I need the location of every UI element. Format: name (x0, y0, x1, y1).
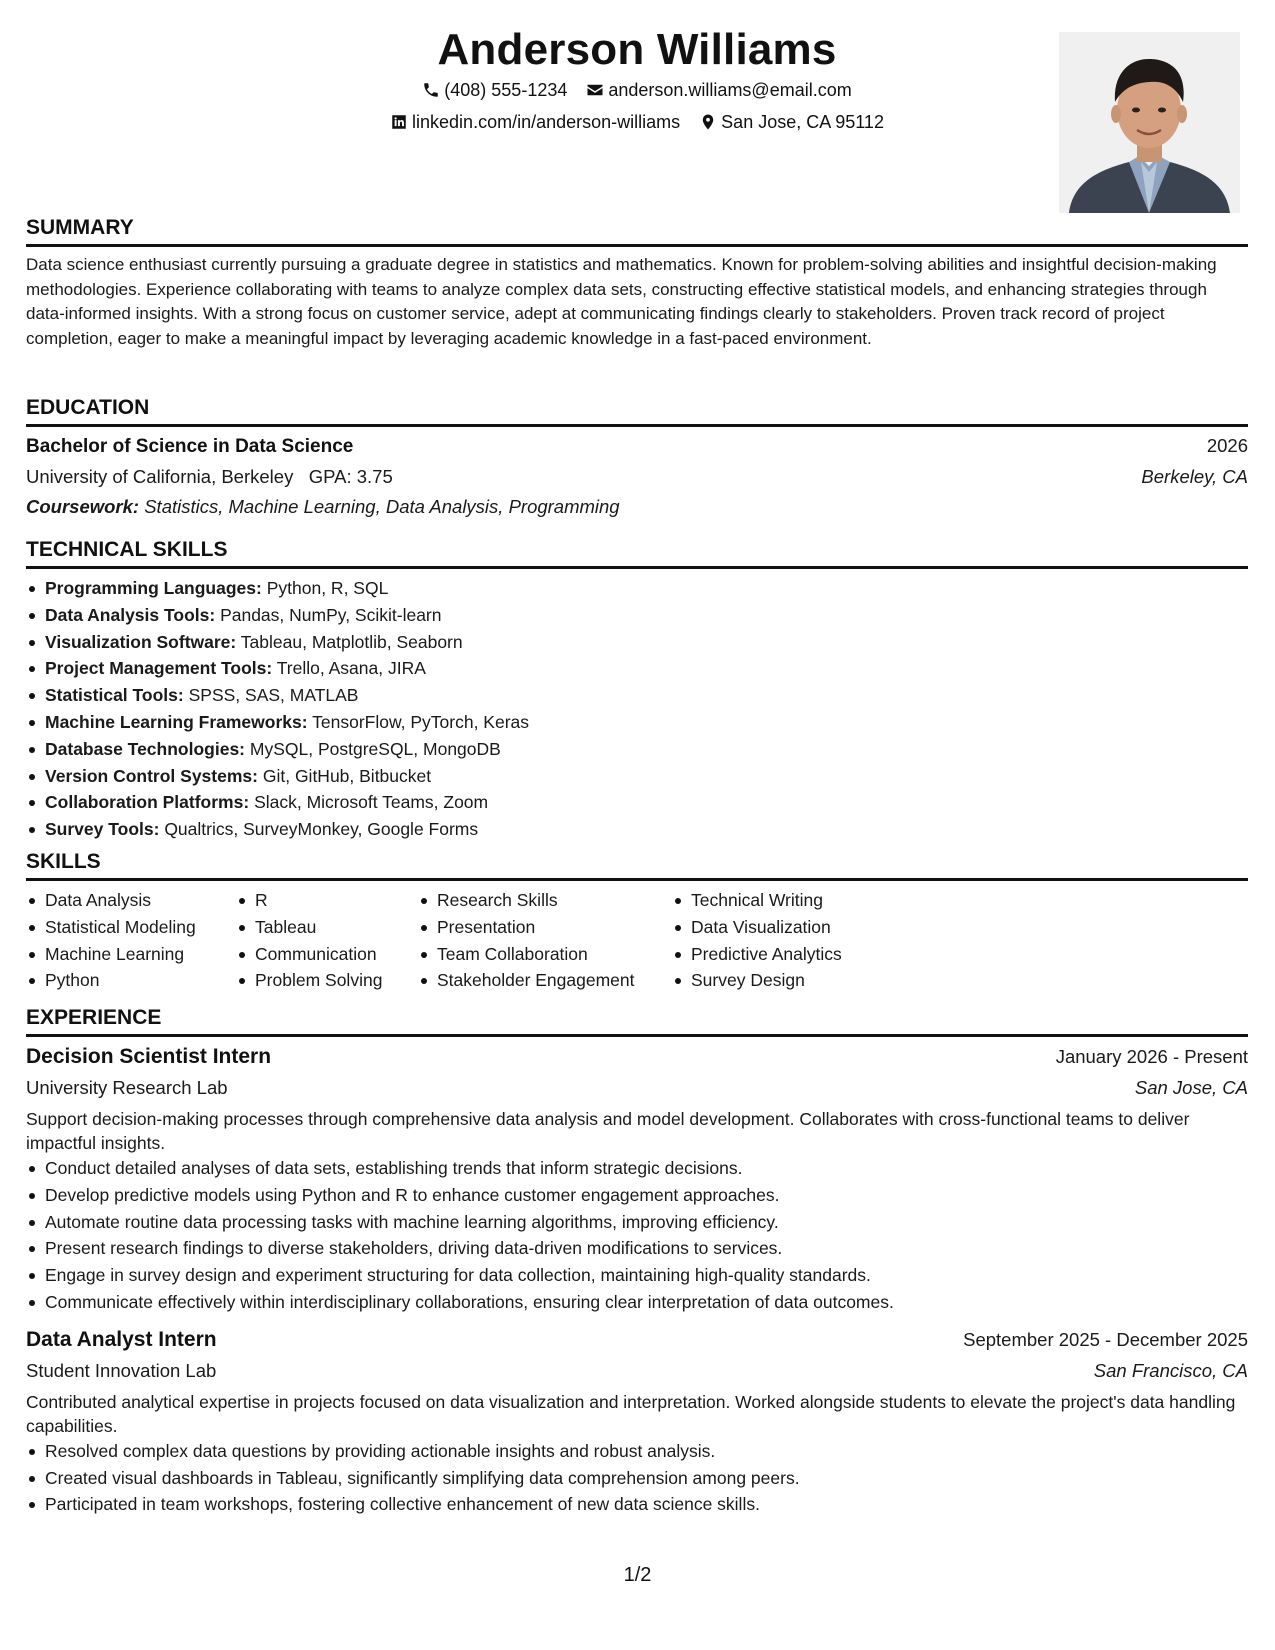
job-dates: September 2025 - December 2025 (963, 1328, 1248, 1350)
page-number: 1/2 (623, 1564, 652, 1586)
skills-section (26, 849, 1248, 994)
list-item: Develop predictive models using Python and R to enhance customer engagement approaches. (26, 1182, 1248, 1209)
job-title: Decision Scientist Intern (26, 1045, 272, 1068)
skill-category-label: Machine Learning Frameworks: (45, 711, 308, 732)
list-item (26, 682, 1248, 709)
list-item (26, 763, 1248, 790)
job-organization: University Research Lab (26, 1077, 228, 1098)
list-item: Communicate effectively within interdisciplinary collaborations, ensuring clear interpretation of data outcomes. (26, 1289, 1248, 1316)
list-item: Python (26, 967, 236, 994)
skills-column-4 (672, 887, 912, 994)
technical-skills-section (26, 537, 1248, 843)
job-header-row (26, 1041, 1248, 1073)
job-description: Support decision-making processes through comprehensive data analysis and model development. Collaborates with cross-functional teams to deliver impactful insights. (26, 1109, 1190, 1153)
email-text: anderson.williams@email.com (608, 80, 852, 100)
technical-skills-heading: TECHNICAL SKILLS (26, 537, 1248, 569)
list-item (26, 709, 1248, 736)
envelope-icon (586, 81, 604, 99)
profile-photo (1059, 32, 1240, 213)
job-entry (26, 1041, 1248, 1316)
list-item: Participated in team workshops, fostering collective enhancement of new data science skills. (26, 1491, 1248, 1518)
list-item: Automate routine data processing tasks with machine learning algorithms, improving efficiency. (26, 1209, 1248, 1236)
list-item (26, 575, 1248, 602)
summary-heading: SUMMARY (26, 215, 1248, 247)
school-info (26, 462, 393, 492)
phone-icon (422, 81, 440, 99)
list-item: Data Analysis (26, 887, 236, 914)
job-location: San Francisco, CA (1093, 1359, 1248, 1381)
experience-section (26, 1005, 1248, 1518)
skill-category-value: Slack, Microsoft Teams, Zoom (254, 792, 489, 813)
skills-grid (26, 887, 1248, 994)
list-item: Communication (236, 941, 418, 968)
skill-category-label: Statistical Tools: (45, 685, 184, 706)
skill-category-value: Python, R, SQL (266, 578, 389, 598)
graduation-year: 2026 (1206, 435, 1248, 456)
list-item: Problem Solving (236, 967, 418, 994)
resume-header (26, 22, 1248, 212)
contact-phone[interactable] (422, 78, 567, 102)
list-item: Engage in survey design and experiment structuring for data collection, maintaining high-quality standards. (26, 1262, 1248, 1289)
skill-category-label: Survey Tools: (45, 819, 160, 840)
job-org-row (26, 1073, 1248, 1103)
skills-column-2 (236, 887, 418, 994)
skill-category-label: Visualization Software: (45, 631, 237, 652)
contact-email[interactable] (586, 78, 851, 102)
summary-text: Data science enthusiast currently pursuing a graduate degree in statistics and mathematics. Known for problem-solving abilities and insightful decision-making methodologies. Experience collaborating with teams to analyze complex data sets, constructing effective statistical models, and enhancing strategies through data-informed insights. With a strong focus on customer service, adept at communicating findings clearly to stakeholders. Proven track record of project completion, eager to make a meaningful impact by leveraging academic knowledge in a fast-paced environment. (26, 255, 1217, 348)
job-location: San Jose, CA (1134, 1077, 1248, 1098)
education-row-2 (26, 462, 1248, 492)
list-item: Tableau (236, 914, 418, 941)
candidate-name: Anderson Williams (437, 25, 837, 74)
job-bullets (26, 1155, 1248, 1316)
list-item: Research Skills (418, 887, 672, 914)
job-dates: January 2026 - Present (1055, 1046, 1248, 1067)
skill-category-value: Trello, Asana, JIRA (276, 658, 426, 679)
summary-section (26, 215, 1248, 351)
skill-category-label: Programming Languages: (45, 578, 262, 598)
linkedin-text: linkedin.com/in/anderson-williams (412, 112, 681, 132)
education-row-1 (26, 431, 1248, 462)
list-item: Technical Writing (672, 887, 912, 914)
experience-heading: EXPERIENCE (26, 1005, 1248, 1037)
list-item: Machine Learning (26, 941, 236, 968)
location-text: San Jose, CA 95112 (721, 112, 884, 132)
list-item (26, 789, 1248, 816)
list-item: Present research findings to diverse stakeholders, driving data-driven modifications to services. (26, 1235, 1248, 1262)
list-item: Presentation (418, 914, 672, 941)
map-pin-icon (699, 113, 717, 131)
coursework-list: Statistics, Machine Learning, Data Analysis, Programming (144, 496, 620, 517)
skill-category-label: Database Technologies: (45, 738, 246, 759)
list-item: Conduct detailed analyses of data sets, establishing trends that inform strategic decisions. (26, 1155, 1248, 1182)
list-item (26, 655, 1248, 682)
list-item (26, 629, 1248, 656)
list-item: R (236, 887, 418, 914)
job-entry (26, 1324, 1248, 1518)
job-title: Data Analyst Intern (26, 1327, 217, 1351)
list-item: Statistical Modeling (26, 914, 236, 941)
job-org-row (26, 1356, 1248, 1386)
list-item: Data Visualization (672, 914, 912, 941)
coursework-line (26, 492, 1248, 522)
skill-category-label: Data Analysis Tools: (45, 604, 216, 625)
school-location: Berkeley, CA (1141, 466, 1248, 487)
coursework-label: Coursework: (26, 496, 140, 517)
skills-column-1 (26, 887, 236, 994)
job-header-row (26, 1324, 1248, 1356)
list-item: Stakeholder Engagement (418, 967, 672, 994)
phone-text: (408) 555-1234 (444, 80, 568, 100)
skill-category-label: Project Management Tools: (45, 658, 273, 679)
skill-category-label: Version Control Systems: (45, 765, 258, 786)
skill-category-value: TensorFlow, PyTorch, Keras (312, 711, 530, 732)
list-item: Survey Design (672, 967, 912, 994)
list-item: Team Collaboration (418, 941, 672, 968)
degree-title: Bachelor of Science in Data Science (26, 436, 354, 457)
skill-category-value: SPSS, SAS, MATLAB (188, 685, 359, 706)
education-heading: EDUCATION (26, 395, 1248, 427)
skills-heading: SKILLS (26, 849, 1248, 881)
portrait-image (1059, 32, 1240, 213)
job-bullets (26, 1438, 1248, 1518)
list-item (26, 816, 1248, 843)
list-item (26, 736, 1248, 763)
gpa: GPA: 3.75 (308, 466, 393, 487)
skills-column-3 (418, 887, 672, 994)
school-name: University of California, Berkeley (26, 466, 294, 487)
list-item: Resolved complex data questions by providing actionable insights and robust analysis. (26, 1438, 1248, 1465)
contact-location (699, 110, 884, 134)
skill-category-value: Tableau, Matplotlib, Seaborn (240, 631, 463, 652)
linkedin-icon (390, 113, 408, 131)
job-description: Contributed analytical expertise in projects focused on data visualization and interpretation. Worked alongside students to elevate the project's data handling capabilities. (26, 1391, 1236, 1436)
skill-category-value: Pandas, NumPy, Scikit-learn (220, 604, 442, 625)
education-section (26, 395, 1248, 522)
list-item: Created visual dashboards in Tableau, significantly simplifying data comprehension among peers. (26, 1465, 1248, 1492)
skill-category-value: Git, GitHub, Bitbucket (262, 765, 432, 786)
skill-category-value: MySQL, PostgreSQL, MongoDB (249, 738, 501, 759)
list-item: Predictive Analytics (672, 941, 912, 968)
list-item (26, 602, 1248, 629)
skill-category-value: Qualtrics, SurveyMonkey, Google Forms (164, 819, 479, 840)
job-organization: Student Innovation Lab (26, 1359, 217, 1381)
contact-linkedin[interactable] (390, 110, 680, 134)
skill-category-label: Collaboration Platforms: (45, 792, 250, 813)
technical-skills-list (26, 575, 1248, 843)
